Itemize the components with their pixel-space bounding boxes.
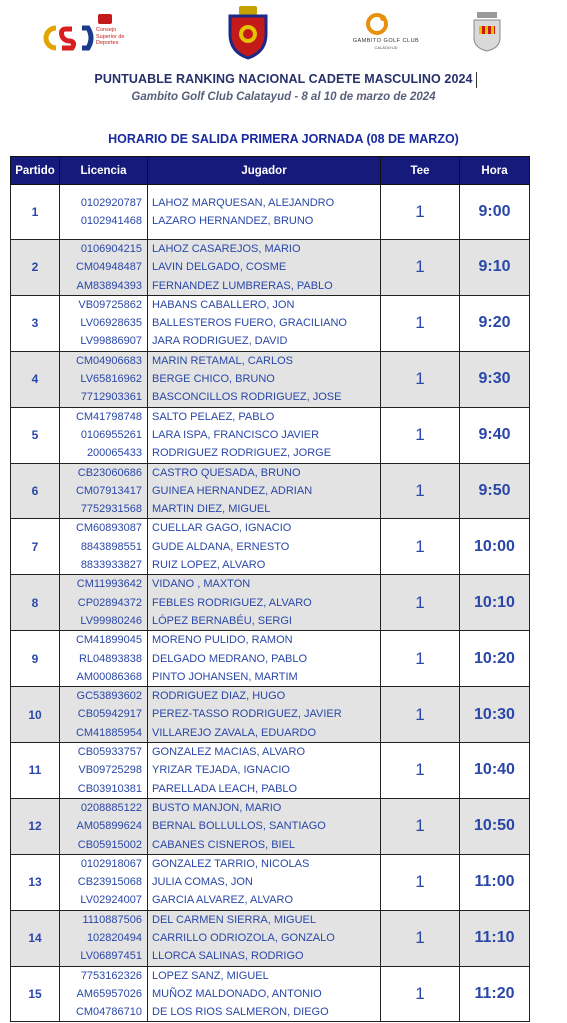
licencia-number: GC53893602 <box>76 690 142 703</box>
jugador-cell <box>148 575 381 631</box>
player-name: GONZALEZ TARRIO, NICOLAS <box>152 857 310 870</box>
table-row <box>11 185 530 240</box>
licencia-number: AM00086368 <box>76 670 142 683</box>
player-name: BERNAL BOLLULLOS, SANTIAGO <box>152 820 326 833</box>
tee-number: 1 <box>381 743 460 799</box>
column-header-partido: Partido <box>11 157 60 185</box>
jugador-cell <box>148 351 381 407</box>
player-name: DELGADO MEDRANO, PABLO <box>152 652 308 665</box>
licencia-number: CM41885954 <box>75 726 142 739</box>
table-row <box>11 910 530 966</box>
player-name: VILLAREJO ZAVALA, EDUARDO <box>152 726 317 739</box>
table-row <box>11 743 530 799</box>
tee-number: 1 <box>381 240 460 296</box>
player-name: RUIZ LOPEZ, ALVARO <box>152 559 266 572</box>
tee-number: 1 <box>381 910 460 966</box>
event-subtitle: Gambito Golf Club Calatayud - 8 al 10 de marzo de 2024 <box>131 91 436 103</box>
partido-number: 10 <box>11 687 60 743</box>
tee-number: 1 <box>381 966 460 1022</box>
player-name: CABANES CISNEROS, BIEL <box>152 838 296 851</box>
licencia-number: 8833933827 <box>80 559 142 572</box>
player-name: CUELLAR GAGO, IGNACIO <box>152 522 292 535</box>
tee-number: 1 <box>381 295 460 351</box>
licencia-number: LV06928635 <box>80 317 142 330</box>
table-row <box>11 463 530 519</box>
tee-time: 10:40 <box>460 743 530 799</box>
partido-number: 5 <box>11 407 60 463</box>
partido-number: 1 <box>11 185 60 240</box>
licencia-number: LV06897451 <box>80 950 142 963</box>
column-header-tee: Tee <box>381 157 460 185</box>
tee-time: 9:40 <box>460 407 530 463</box>
tee-number: 1 <box>381 407 460 463</box>
licencia-cell <box>60 519 148 575</box>
partido-number: 2 <box>11 240 60 296</box>
licencia-number: RL04893838 <box>78 652 142 665</box>
jugador-cell <box>148 966 381 1022</box>
player-name: HABANS CABALLERO, JON <box>152 298 295 311</box>
player-name: BASCONCILLOS RODRIGUEZ, JOSE <box>152 391 342 404</box>
table-row <box>11 519 530 575</box>
jugador-cell <box>148 854 381 910</box>
player-name: MARTIN DIEZ, MIGUEL <box>152 503 271 516</box>
column-header-licencia: Licencia <box>60 157 148 185</box>
club-logo-text: GAMBITO GOLF CLUB <box>352 38 420 44</box>
tee-time: 10:50 <box>460 798 530 854</box>
licencia-number: CM41798748 <box>75 410 142 423</box>
table-row <box>11 351 530 407</box>
licencia-number: 0106955261 <box>80 428 142 441</box>
player-name: FEBLES RODRIGUEZ, ALVARO <box>152 596 312 609</box>
jugador-cell <box>148 631 381 687</box>
table-row <box>11 854 530 910</box>
tee-time: 9:20 <box>460 295 530 351</box>
table-row <box>11 240 530 296</box>
licencia-cell <box>60 798 148 854</box>
jugador-cell <box>148 407 381 463</box>
licencia-number: 0102920787 <box>80 196 142 209</box>
licencia-number: CB03910381 <box>77 782 142 795</box>
tee-number: 1 <box>381 687 460 743</box>
licencia-number: CB05942917 <box>77 708 142 721</box>
partido-number: 14 <box>11 910 60 966</box>
licencia-number: AM83894393 <box>76 279 142 292</box>
city-shield <box>471 12 503 52</box>
table-row <box>11 966 530 1022</box>
licencia-number: CB23915068 <box>77 876 142 889</box>
licencia-cell <box>60 463 148 519</box>
jugador-cell <box>148 798 381 854</box>
tee-time: 11:20 <box>460 966 530 1022</box>
licencia-number: 0208885122 <box>80 801 142 814</box>
licencia-number: CM04786710 <box>75 1006 142 1019</box>
licencia-number: CM41899045 <box>75 634 142 647</box>
tee-time: 10:20 <box>460 631 530 687</box>
licencia-number: CM60893087 <box>75 522 142 535</box>
partido-number: 3 <box>11 295 60 351</box>
licencia-number: VB09725862 <box>78 298 142 311</box>
player-name: LÓPEZ BERNABÉU, SERGI <box>152 614 292 627</box>
licencia-number: CM07913417 <box>75 484 142 497</box>
licencia-cell <box>60 240 148 296</box>
tee-time: 10:00 <box>460 519 530 575</box>
tee-time: 9:50 <box>460 463 530 519</box>
player-name: PARELLADA LEACH, PABLO <box>152 782 298 795</box>
table-row <box>11 631 530 687</box>
tee-time: 10:30 <box>460 687 530 743</box>
player-name: PEREZ-TASSO RODRIGUEZ, JAVIER <box>152 708 342 721</box>
licencia-number: 1110887506 <box>82 913 142 926</box>
licencia-number: CB05933757 <box>77 746 142 759</box>
licencia-number: CP02894372 <box>77 596 142 609</box>
table-row <box>11 407 530 463</box>
licencia-number: 102820494 <box>86 931 142 944</box>
licencia-number: VB09725298 <box>78 764 142 777</box>
player-name: RODRIGUEZ RODRIGUEZ, JORGE <box>152 447 332 460</box>
licencia-number: LV02924007 <box>80 894 142 907</box>
partido-number: 12 <box>11 798 60 854</box>
tee-time: 9:00 <box>460 185 530 240</box>
jugador-cell <box>148 910 381 966</box>
tee-time: 9:30 <box>460 351 530 407</box>
licencia-cell <box>60 295 148 351</box>
tee-number: 1 <box>381 631 460 687</box>
tee-number: 1 <box>381 351 460 407</box>
licencia-cell <box>60 575 148 631</box>
partido-number: 15 <box>11 966 60 1022</box>
tee-time: 10:10 <box>460 575 530 631</box>
licencia-number: AM65957026 <box>76 987 142 1000</box>
player-name: LAVIN DELGADO, COSME <box>152 261 287 274</box>
player-name: GARCIA ALVAREZ, ALVARO <box>152 894 294 907</box>
jugador-cell <box>148 743 381 799</box>
partido-number: 9 <box>11 631 60 687</box>
player-name: LAZARO HERNANDEZ, BRUNO <box>152 215 314 227</box>
player-name: LOPEZ SANZ, MIGUEL <box>152 969 269 982</box>
licencia-number: CM04906683 <box>75 354 142 367</box>
licencia-number: CB23060686 <box>77 466 142 479</box>
player-name: PINTO JOHANSEN, MARTIM <box>152 670 298 683</box>
player-name: DEL CARMEN SIERRA, MIGUEL <box>152 913 317 926</box>
player-name: SALTO PELAEZ, PABLO <box>152 410 275 423</box>
licencia-number: 0106904215 <box>80 243 142 255</box>
licencia-cell <box>60 743 148 799</box>
page-title: PUNTUABLE RANKING NACIONAL CADETE MASCULINO 2024 <box>94 72 473 86</box>
table-row <box>11 798 530 854</box>
jugador-cell <box>148 240 381 296</box>
table-row <box>11 687 530 743</box>
jugador-cell <box>148 687 381 743</box>
player-name: RODRIGUEZ DIAZ, HUGO <box>152 690 286 703</box>
section-title: HORARIO DE SALIDA PRIMERA JORNADA (08 DE MARZO) <box>108 132 459 146</box>
tee-number: 1 <box>381 575 460 631</box>
licencia-cell <box>60 854 148 910</box>
player-name: CARRILLO ODRIOZOLA, GONZALO <box>152 931 335 944</box>
tee-number: 1 <box>381 519 460 575</box>
player-name: GUDE ALDANA, ERNESTO <box>152 540 290 553</box>
player-name: MARIN RETAMAL, CARLOS <box>152 354 293 367</box>
licencia-number: CB05915002 <box>77 838 142 851</box>
player-name: JULIA COMAS, JON <box>152 876 253 889</box>
jugador-cell <box>148 295 381 351</box>
table-header-row <box>11 157 530 185</box>
licencia-number: 7753162326 <box>80 969 142 982</box>
licencia-number: 8843898551 <box>80 540 142 553</box>
partido-number: 4 <box>11 351 60 407</box>
player-name: LAHOZ MARQUESAN, ALEJANDRO <box>152 196 335 209</box>
player-name: LAHOZ CASAREJOS, MARIO <box>152 243 301 255</box>
licencia-cell <box>60 966 148 1022</box>
player-name: MUÑOZ MALDONADO, ANTONIO <box>152 987 322 1000</box>
tee-time: 11:10 <box>460 910 530 966</box>
player-name: VIDANO , MAXTON <box>152 578 251 591</box>
text-cursor <box>476 72 477 88</box>
federation-crest <box>222 4 274 60</box>
partido-number: 11 <box>11 743 60 799</box>
licencia-number: AM05899624 <box>76 820 142 833</box>
logo-bar <box>0 0 567 70</box>
tee-time: 11:00 <box>460 854 530 910</box>
player-name: FERNANDEZ LUMBRERAS, PABLO <box>152 279 333 292</box>
jugador-cell <box>148 519 381 575</box>
licencia-cell <box>60 910 148 966</box>
licencia-number: 7712903361 <box>80 391 142 404</box>
licencia-number: 0102918067 <box>80 857 142 870</box>
licencia-number: CM04948487 <box>75 261 142 274</box>
player-name: CASTRO QUESADA, BRUNO <box>152 466 301 479</box>
licencia-number: CM11993642 <box>76 578 142 591</box>
player-name: DE LOS RIOS SALMERON, DIEGO <box>152 1006 329 1019</box>
club-logo-subtext: CALATAYUD <box>374 45 398 50</box>
licencia-cell <box>60 687 148 743</box>
player-name: BERGE CHICO, BRUNO <box>152 373 275 386</box>
licencia-number: 200065433 <box>86 447 142 460</box>
tee-time: 9:10 <box>460 240 530 296</box>
player-name: BUSTO MANJON, MARIO <box>152 801 282 814</box>
tee-number: 1 <box>381 854 460 910</box>
partido-number: 8 <box>11 575 60 631</box>
licencia-number: LV99886907 <box>80 335 142 348</box>
player-name: MORENO PULIDO, RAMON <box>152 634 293 647</box>
csd-caption: Consejo Superior de Deportes <box>96 27 125 46</box>
table-row <box>11 575 530 631</box>
tee-number: 1 <box>381 798 460 854</box>
player-name: LARA ISPA, FRANCISCO JAVIER <box>152 428 320 441</box>
tee-number: 1 <box>381 185 460 240</box>
licencia-number: LV65816962 <box>80 373 142 386</box>
licencia-cell <box>60 407 148 463</box>
table-row <box>11 295 530 351</box>
crown-icon <box>98 14 112 24</box>
licencia-number: LV99980246 <box>80 614 142 627</box>
jugador-cell <box>148 185 381 240</box>
partido-number: 13 <box>11 854 60 910</box>
licencia-number: 7752931568 <box>80 503 142 516</box>
player-name: LLORCA SALINAS, RODRIGO <box>152 950 304 963</box>
player-name: BALLESTEROS FUERO, GRACILIANO <box>152 317 347 330</box>
licencia-number: 0102941468 <box>80 215 142 227</box>
player-name: GUINEA HERNANDEZ, ADRIAN <box>152 484 313 497</box>
column-header-hora: Hora <box>460 157 530 185</box>
tee-times-table <box>10 156 530 1022</box>
player-name: JARA RODRIGUEZ, DAVID <box>152 335 288 348</box>
licencia-cell <box>60 351 148 407</box>
licencia-cell <box>60 631 148 687</box>
partido-number: 7 <box>11 519 60 575</box>
partido-number: 6 <box>11 463 60 519</box>
licencia-cell <box>60 185 148 240</box>
player-name: GONZALEZ MACIAS, ALVARO <box>152 746 306 759</box>
tee-number: 1 <box>381 463 460 519</box>
jugador-cell <box>148 463 381 519</box>
column-header-jugador: Jugador <box>148 157 381 185</box>
player-name: YRIZAR TEJADA, IGNACIO <box>152 764 290 777</box>
